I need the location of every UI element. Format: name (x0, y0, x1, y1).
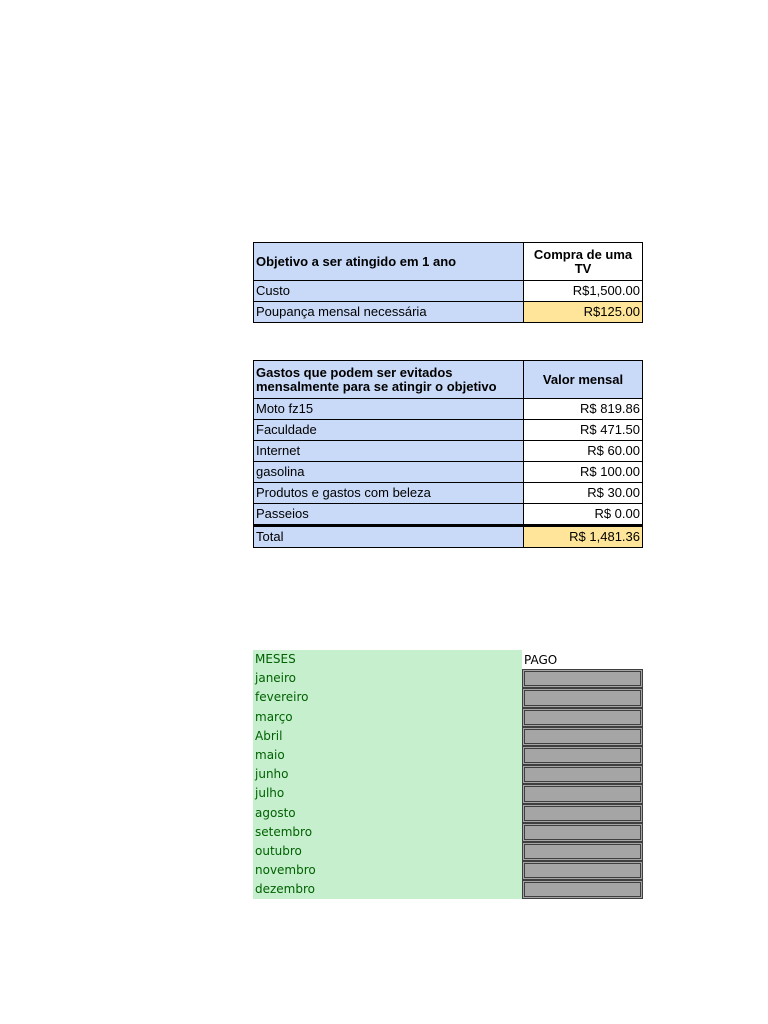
paid-check-cell[interactable] (522, 861, 643, 880)
expense-value[interactable]: R$ 60.00 (524, 441, 643, 462)
month-label[interactable]: setembro (253, 823, 522, 842)
monthly-savings-label[interactable]: Poupança mensal necessária (254, 302, 524, 323)
expense-value[interactable]: R$ 0.00 (524, 504, 643, 526)
expense-label[interactable]: Faculdade (254, 420, 524, 441)
paid-check-cell[interactable] (522, 784, 643, 803)
month-label[interactable]: janeiro (253, 669, 522, 688)
paid-check-cell[interactable] (522, 842, 643, 861)
month-label[interactable]: outubro (253, 842, 522, 861)
paid-check-cell[interactable] (522, 727, 643, 746)
paid-check-cell[interactable] (522, 669, 643, 688)
expense-label[interactable]: Passeios (254, 504, 524, 526)
month-label[interactable]: março (253, 708, 522, 727)
avoidable-expenses-table (253, 360, 643, 548)
expense-value[interactable]: R$ 30.00 (524, 483, 643, 504)
expense-label[interactable]: gasolina (254, 462, 524, 483)
months-header[interactable]: MESES (253, 650, 522, 669)
total-value[interactable]: R$ 1,481.36 (524, 526, 643, 548)
cost-label[interactable]: Custo (254, 281, 524, 302)
month-label[interactable]: fevereiro (253, 688, 522, 707)
goal-header-label[interactable]: Objetivo a ser atingido em 1 ano (254, 243, 524, 281)
paid-check-cell[interactable] (522, 746, 643, 765)
total-label[interactable]: Total (254, 526, 524, 548)
expense-value[interactable]: R$ 100.00 (524, 462, 643, 483)
month-label[interactable]: Abril (253, 727, 522, 746)
month-label[interactable]: agosto (253, 804, 522, 823)
savings-goal-table (253, 242, 643, 323)
monthly-payment-tracker (253, 650, 643, 899)
paid-check-cell[interactable] (522, 765, 643, 784)
month-label[interactable]: junho (253, 765, 522, 784)
expenses-header-label[interactable]: Gastos que podem ser evitados mensalmente para se atingir o objetivo (254, 361, 524, 399)
expense-label[interactable]: Moto fz15 (254, 399, 524, 420)
expense-label[interactable]: Internet (254, 441, 524, 462)
goal-header-value[interactable]: Compra de uma TV (524, 243, 643, 281)
paid-check-cell[interactable] (522, 708, 643, 727)
expenses-header-value[interactable]: Valor mensal (524, 361, 643, 399)
expense-label[interactable]: Produtos e gastos com beleza (254, 483, 524, 504)
month-label[interactable]: dezembro (253, 880, 522, 899)
month-label[interactable]: julho (253, 784, 522, 803)
expense-value[interactable]: R$ 471.50 (524, 420, 643, 441)
paid-check-cell[interactable] (522, 880, 643, 899)
paid-header[interactable]: PAGO (524, 653, 558, 667)
month-label[interactable]: maio (253, 746, 522, 765)
paid-check-cell[interactable] (522, 688, 643, 707)
monthly-savings-value[interactable]: R$125.00 (524, 302, 643, 323)
expense-value[interactable]: R$ 819.86 (524, 399, 643, 420)
cost-value[interactable]: R$1,500.00 (524, 281, 643, 302)
month-label[interactable]: novembro (253, 861, 522, 880)
paid-check-cell[interactable] (522, 823, 643, 842)
paid-check-cell[interactable] (522, 804, 643, 823)
